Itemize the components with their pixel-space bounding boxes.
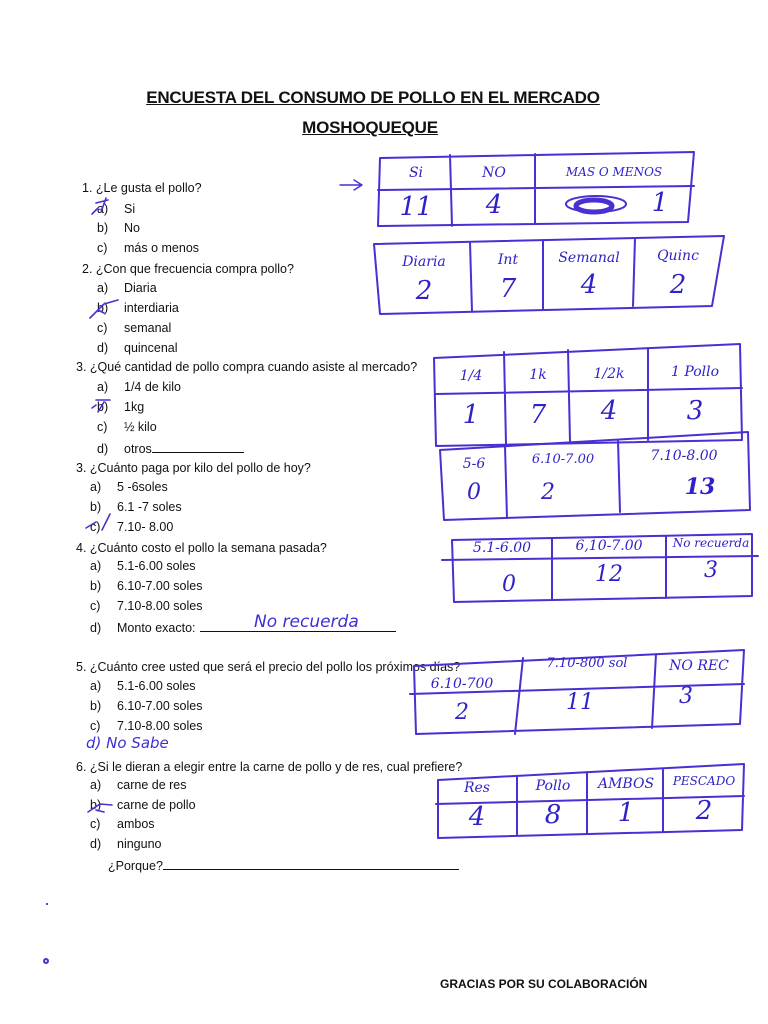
q3b-option-c: c) 7.10- 8.00 — [90, 520, 174, 534]
q2-option-a: a) Diaria — [97, 281, 157, 295]
question-4: 4. ¿Cuánto costo el pollo la semana pasada? — [76, 541, 327, 555]
question-6: 6. ¿Si le dieran a elegir entre la carne de pollo y de res, cual prefiere? — [76, 760, 463, 774]
q6-value-res: 4 — [468, 802, 486, 832]
q6-option-c: c) ambos — [90, 817, 155, 831]
q3b-option-a: a) 5 -6soles — [90, 480, 168, 494]
q3b-value-7-8: 13 — [684, 474, 716, 500]
q2-header-diaria: Diaria — [402, 254, 446, 270]
q4-value-no-recuerda: 3 — [704, 558, 718, 583]
q2-value-semanal: 4 — [580, 270, 598, 300]
q3b-header-7-8: 7.10-8.00 — [650, 448, 718, 464]
question-3: 3. ¿Qué cantidad de pollo compra cuando asiste al mercado? — [76, 360, 418, 374]
q6-header-ambos: AMBOS — [597, 776, 655, 792]
q6-header-res: Res — [463, 780, 490, 796]
q4-header-no-recuerda: No recuerda — [672, 536, 750, 550]
arrow-icon — [340, 180, 362, 190]
q5-header-no-rec: NO REC — [669, 658, 729, 674]
q1-header-no: NO — [482, 165, 506, 181]
q1-header-mas-o-menos: MAS O MENOS — [565, 165, 663, 179]
q4-value-6-7: 12 — [595, 562, 623, 587]
q5-header-7-8: 7.10-800 sol — [546, 656, 628, 671]
q4-option-b: b) 6.10-7.00 soles — [90, 579, 203, 593]
q2-header-semanal: Semanal — [558, 250, 620, 266]
handwritten-no-recuerda: No recuerda — [254, 612, 359, 632]
q3-option-a: a) 1/4 de kilo — [97, 380, 181, 394]
question-5: 5. ¿Cuánto cree usted que será el precio del pollo los próximos días? — [76, 660, 461, 674]
q6-option-a: a) carne de res — [90, 778, 187, 792]
question-2: 2. ¿Con que frecuencia compra pollo? — [82, 262, 294, 276]
check-mark-icon — [92, 198, 108, 214]
q1-header-si: Si — [408, 165, 424, 181]
q6-header-pollo: Pollo — [535, 778, 571, 794]
q3a-value-1-pollo: 3 — [686, 396, 704, 426]
q3b-value-5-6: 0 — [467, 480, 481, 505]
q4-option-d: d) Monto exacto: — [90, 619, 396, 635]
q6-value-ambos: 1 — [617, 798, 635, 828]
speck-mark — [44, 959, 48, 963]
survey-subtitle: MOSHOQUEQUE — [302, 118, 438, 137]
q3b-header-6-7: 6.10-7.00 — [531, 452, 595, 467]
handwritten-no-sabe: d) No Sabe — [86, 734, 169, 752]
speck-mark — [46, 903, 47, 904]
question-1: 1. ¿Le gusta el pollo? — [82, 181, 202, 195]
q6-porque: ¿Porque? — [108, 857, 459, 873]
survey-title: ENCUESTA DEL CONSUMO DE POLLO EN EL MERCADO — [146, 88, 600, 107]
q1-option-c: c) más o menos — [97, 241, 200, 255]
q5-value-7-8: 11 — [566, 690, 594, 715]
q5-option-a: a) 5.1-6.00 soles — [90, 679, 196, 693]
q2-option-c: c) semanal — [97, 321, 172, 335]
q5-header-6-7: 6.10-700 — [430, 676, 494, 692]
q3a-value-cuarto: 1 — [462, 400, 480, 430]
q1-option-b: b) No — [97, 221, 140, 235]
q1-value-si: 11 — [399, 192, 433, 222]
q3a-header-1k: 1k — [529, 367, 547, 383]
question-3b: 3. ¿Cuánto paga por kilo del pollo de hoy? — [76, 461, 311, 475]
q4-header-6-7: 6,10-7.00 — [575, 538, 643, 554]
q5-option-b: b) 6.10-7.00 soles — [90, 699, 203, 713]
q3b-option-b: b) 6.1 -7 soles — [90, 500, 182, 514]
thanks-footer: GRACIAS POR SU COLABORACIÓN — [440, 977, 648, 991]
q6-value-pescado: 2 — [695, 796, 713, 826]
q1-value-no: 4 — [485, 190, 503, 220]
q3a-value-medio: 4 — [600, 396, 618, 426]
q3a-table-frame — [434, 344, 742, 446]
q2-value-int: 7 — [499, 274, 517, 304]
q3a-value-1k: 7 — [529, 400, 547, 430]
q1-option-a: a) Si — [97, 202, 136, 216]
q3a-header-medio: 1/2k — [593, 366, 625, 382]
q6-header-pescado: PESCADO — [672, 774, 736, 788]
q6-option-b: b) carne de pollo — [90, 798, 196, 812]
q3b-header-5-6: 5-6 — [462, 456, 486, 472]
q5-option-c: c) 7.10-8.00 soles — [90, 719, 203, 733]
scribble-mark — [576, 200, 612, 212]
q3b-value-6-7: 2 — [541, 480, 555, 505]
q3-option-c: c) ½ kilo — [97, 420, 157, 434]
q6-option-d: d) ninguno — [90, 837, 162, 851]
check-mark-icon — [86, 514, 110, 530]
q1-value-mas-o-menos: 1 — [651, 188, 669, 218]
check-mark-icon — [90, 300, 118, 318]
check-mark-icon — [88, 804, 112, 812]
q3-option-b: b) 1kg — [97, 400, 145, 414]
q4-option-c: c) 7.10-8.00 soles — [90, 599, 203, 613]
q2-header-quincenal: Quinc — [657, 248, 699, 264]
q2-option-d: d) quincenal — [97, 341, 178, 355]
q5-value-no-rec: 3 — [679, 684, 693, 709]
q4-header-5-6: 5.1-6.00 — [472, 540, 532, 556]
q2-value-quincenal: 2 — [669, 270, 687, 300]
q3a-header-1-pollo: 1 Pollo — [670, 364, 720, 380]
q4-value-5-6: 0 — [502, 572, 516, 597]
q3-option-d: d) otros — [97, 440, 244, 456]
q2-value-diaria: 2 — [415, 276, 433, 306]
q2-header-int: Int — [497, 252, 519, 268]
q2-option-b: b) interdiaria — [97, 301, 179, 315]
q5-value-6-7: 2 — [455, 700, 469, 725]
check-mark-icon — [92, 400, 110, 412]
q3a-header-cuarto: 1/4 — [459, 368, 483, 384]
q4-option-a: a) 5.1-6.00 soles — [90, 559, 196, 573]
q6-value-pollo: 8 — [544, 800, 562, 830]
